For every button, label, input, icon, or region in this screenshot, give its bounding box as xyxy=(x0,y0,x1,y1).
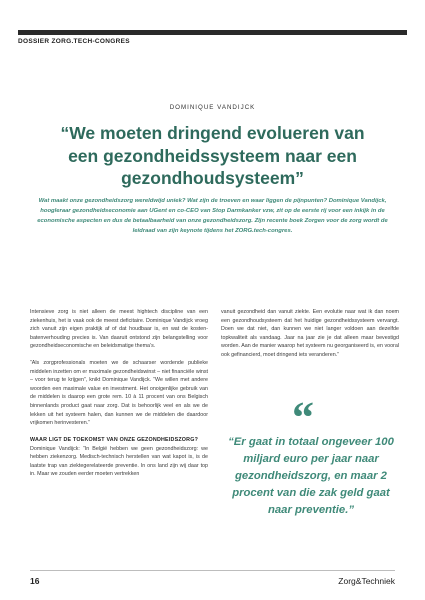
headline-line: een gezondheidssysteem naar een xyxy=(68,145,357,166)
headline-line: gezondhoudsysteem” xyxy=(121,168,304,188)
header-bar xyxy=(18,30,407,35)
page-number: 16 xyxy=(30,576,40,586)
body-paragraph: vanuit gezondheid dan vanuit ziekte. Een evolutie naar wat ik dan noem een gezondhoudsysteem dat het huidige gezondheidssysteem vervangt. Doen we dat niet, dan kunnen we niet langer voldoen aan dezelfde topkwaliteit als vandaag. Jaar na jaar zie je dat alleen maar bevestigd worden. Aan de manier waarop het systeem nu georganiseerd is, en vooral ook gefinancierd, moet dringend iets veranderen.” xyxy=(221,309,399,358)
article-headline xyxy=(30,122,395,190)
right-column xyxy=(221,308,399,368)
article-intro: Wat maakt onze gezondheidszorg wereldwijd uniek? Wat zijn de troeven en waar liggen de pijnpunten? Dominique Vandijck, hoogleraar gezondheidseconomie aan UGent en co-CEO van Stop Darmkanker vzw, zit op de eerste rij voor een inkijk in de economische aspecten en dus de betaalbaarheid van onze gezondheidszorg. Zijn recente boek Zorgen voor de zorg wordt de leidraad van zijn keynote tijdens het ZORG.tech-congres. xyxy=(37,198,388,234)
section-subheading: WAAR LIGT DE TOEKOMST VAN ONZE GEZONDHEIDSZORG? xyxy=(30,437,199,444)
section-label: DOSSIER ZORG.TECH-CONGRES xyxy=(18,38,130,45)
quote-mark-icon: “ xyxy=(292,393,314,442)
author-byline: DOMINIQUE VANDIJCK xyxy=(169,104,256,111)
magazine-brand: Zorg&Techniek xyxy=(338,576,395,586)
footer-divider xyxy=(30,570,395,571)
body-paragraph: “Als zorgprofessionals moeten we de schaarser wordende publieke middelen inzetten om er maximale gezondheidswinst – niet financiële winst – voor terug te krijgen”, knikt Dominique Vandijck. “We willen met andere woorden een maximale value en investment. Het onoigenlijke gebruik van de middelen is daarop een grote rem. 10 à 11 procent van ons Belgisch binnenlands product gaat naar zorg. Dat is behoorlijk veel en als we de lekken uit het systeem halen, dan kunnen we de middelen die daardoor vrijkomen herinvesteren.” xyxy=(30,360,208,427)
left-column xyxy=(30,308,208,487)
body-paragraph: Dominique Vandijck: “In België hebben we geen gezondheidszorg: we hebben ziekenzorg. Medisch-technisch herstellen van wat kapot is, is de laatste trap van ziektegerelateerde preventie. In ons land zijn wij daar top in. Maar we zouden eerder moeten vertrekken xyxy=(30,445,208,478)
pull-quote: “Er gaat in totaal ongeveer 100 miljard euro per jaar naar gezondheidszorg, en maar 2 procent van die zak geld gaat naar preventie.” xyxy=(228,436,394,516)
headline-line: “We moeten dringend evolueren van xyxy=(60,123,365,143)
section-header xyxy=(18,30,407,45)
body-paragraph: Intensieve zorg is niet alleen de meest hightech discipline van een ziekenhuis, het is vaak ook de meest deficitaire. Dominique Vandijck vroeg zich vanuit zijn eigen praktijk af of dat houdbaar is, en wat de kosten-batenverhouding precies is. Van daaruit ontstond zijn belangstelling voor gezondheidseconomische en beleidsmatige thema’s. xyxy=(30,309,208,350)
